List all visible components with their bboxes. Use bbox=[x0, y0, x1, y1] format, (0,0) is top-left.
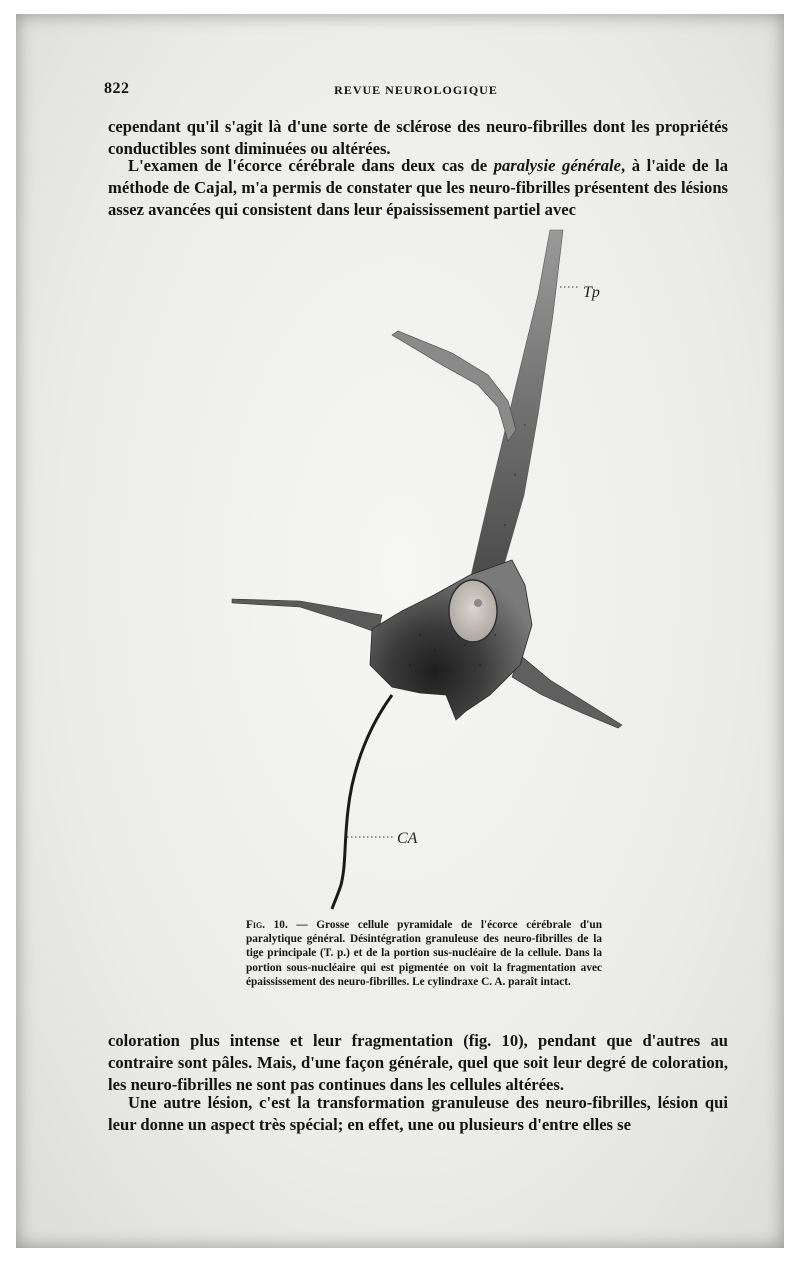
caption-text: — Grosse cellule pyramidale de l'écorce cérébrale d'un paralytique général. Désintégration granuleuse des neuro-fibrilles de la tige principale (T. p.) et de la portion sus-nucléaire de la cellule. Dans la portion sous-nucléaire qui est pigmentée on voit la fragmentation avec épaississement des neuro-fibrilles. Le cylindraxe C. A. paraît intact. bbox=[246, 919, 602, 988]
label-tp: Tp bbox=[583, 284, 600, 301]
caption-label: Fig. 10. bbox=[246, 919, 288, 931]
paragraph-3: coloration plus intense et leur fragmentation (fig. 10), pendant que d'autres au contraire sont pâles. Mais, d'une façon générale, quel que soit leur degré de coloration, les neuro-fibrilles ne sont pas continues dans les cellules altérées. bbox=[108, 1031, 728, 1094]
oblique-dendrite bbox=[392, 331, 516, 441]
paragraph-4: Une autre lésion, c'est la transformation granuleuse des neuro-fibrilles, lésion qui leur donne un aspect très spécial; en effet, une ou plusieurs d'entre elles se bbox=[108, 1093, 728, 1134]
paragraph-1: cependant qu'il s'agit là d'une sorte de sclérose des neuro-fibrilles dont les propriétés conductibles sont diminuées ou altérées. bbox=[108, 117, 728, 158]
nucleolus bbox=[474, 599, 482, 607]
nucleus bbox=[449, 580, 497, 642]
left-basal-dendrite bbox=[232, 599, 382, 633]
apical-dendrite bbox=[470, 230, 563, 580]
right-basal-dendrite bbox=[512, 655, 622, 728]
paragraph-2-start: L'examen de l'écorce cérébrale dans deux cas de bbox=[128, 156, 494, 175]
paragraph-2 bbox=[108, 155, 728, 221]
axon bbox=[332, 695, 392, 909]
page-header bbox=[104, 80, 728, 102]
cell-body bbox=[370, 560, 532, 720]
label-ca: CA bbox=[397, 830, 418, 847]
figure-10-neuron-drawing bbox=[220, 225, 640, 915]
paragraph-2-end: , à l'aide de la méthode de Cajal, m'a permis de constater que les neuro-fibrilles présentent des lésions assez avancées qui consistent dans leur épaississement partiel avec bbox=[108, 156, 728, 219]
page-number: 822 bbox=[104, 80, 130, 97]
paragraph-2-italic: paralysie générale bbox=[493, 156, 622, 175]
figure-caption bbox=[246, 918, 602, 989]
running-title: REVUE NEUROLOGIQUE bbox=[334, 83, 498, 97]
neuron-illustration bbox=[220, 225, 640, 915]
